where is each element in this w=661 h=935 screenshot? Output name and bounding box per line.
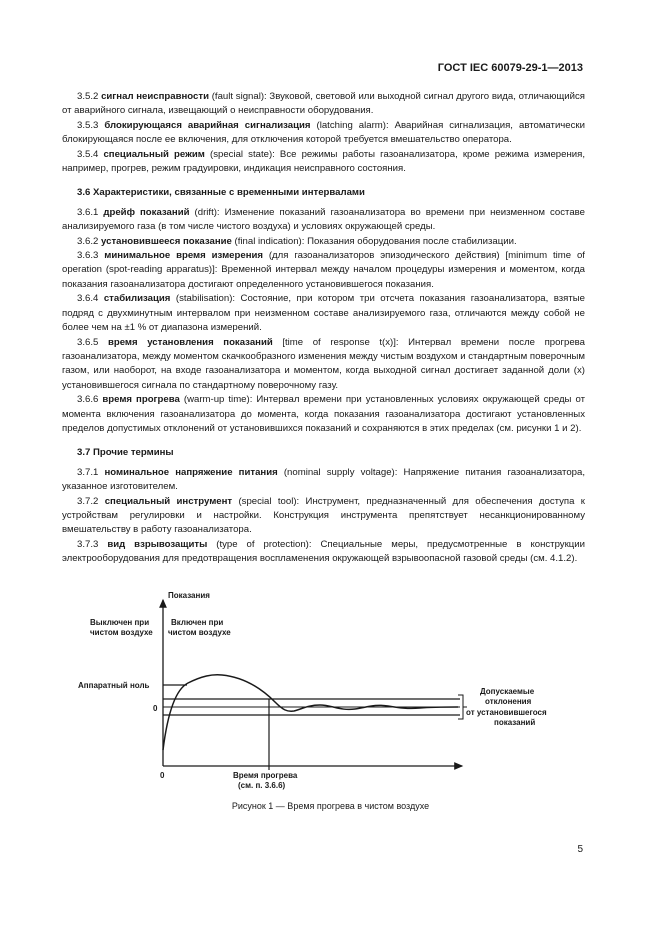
term: специальный режим xyxy=(103,148,205,160)
response-curve xyxy=(163,675,458,750)
zero-label: Аппаратный ноль xyxy=(78,681,150,690)
clause-number: 3.6.3 xyxy=(77,250,99,262)
term: установившееся показание xyxy=(101,235,232,247)
origin-value: 0 xyxy=(160,771,165,780)
clause-number: 3.6.6 xyxy=(77,394,99,406)
figure-caption: Рисунок 1 — Время прогрева в чистом воздухе xyxy=(231,801,430,811)
definition-paragraph xyxy=(62,538,585,567)
definition-paragraph xyxy=(62,336,585,394)
definition-paragraph xyxy=(62,249,585,292)
page-number: 5 xyxy=(577,844,583,855)
definition-text: (stabilisation): Состояние, при котором три отсчета показания газоанализатора, взятые подряд с двухминутным интервалом при неизменном составе анализируемого газа, отличаются между собой не более чем на ±1 % от диапазона измерений. xyxy=(62,293,585,334)
definition-text: [time of response t(x)]: Интервал времени после прогрева газоанализатора, между моментом скачкообразного изменения между чистым воздухом и стандартным поверочным газом, или наоборот, на входе газоанализатора и моментом, когда выходной сигнал достигает заданной доли (x) установившегося сигнала по стандартному поверочному газу. xyxy=(62,336,585,391)
tolerance-label-3: от установившегося xyxy=(466,708,547,717)
document-header: ГОСТ IEC 60079-29-1—2013 xyxy=(437,62,583,74)
definition-paragraph xyxy=(62,119,585,148)
clause-number: 3.7.1 xyxy=(77,466,99,478)
term: минимальное время измерения xyxy=(104,250,263,262)
on-label-line1: Включен при xyxy=(171,618,224,627)
off-label-line2: чистом воздухе xyxy=(90,628,153,637)
term: время установления показаний xyxy=(107,336,273,348)
warmup-label-1: Время прогрева xyxy=(233,771,298,780)
definition-text: (latching alarm): Аварийная сигнализация, автоматически блокирующаяся после ее включения, для отключения которой требуется вмешательство оператора. xyxy=(62,119,585,146)
definition-paragraph xyxy=(62,495,585,538)
term: дрейф показаний xyxy=(103,206,190,218)
warmup-diagram xyxy=(70,588,590,798)
definition-text: (type of protection): Специальные меры, предусмотренные в конструкции электрооборудования для предотвращения воспламенения окружающей взрывоопасной газовой среды (см. 4.1.2). xyxy=(62,538,586,565)
term: номинальное напряжение питания xyxy=(104,466,278,478)
definition-text: (fault signal): Звуковой, световой или выходной сигнал другого вида, отличающийся от аварийного сигнала, извещающий о неисправности оборудования. xyxy=(62,91,586,117)
term: специальный инструмент xyxy=(104,495,233,507)
term: сигнал неисправности xyxy=(101,91,209,102)
term: блокирующаяся аварийная сигнализация xyxy=(104,119,311,131)
tolerance-label-4: показаний xyxy=(494,718,536,727)
definition-text: (nominal supply voltage): Напряжение питания газоанализатора, указанное изготовителем. xyxy=(62,466,586,493)
clause-number: 3.6.5 xyxy=(77,336,99,348)
tolerance-label-2: отклонения xyxy=(485,697,532,706)
y-axis-label: Показания xyxy=(168,591,210,600)
definition-paragraph xyxy=(62,393,585,436)
definition-text: (special state): Все режимы работы газоанализатора, кроме режима измерения, например, прогрев, режим градуировки, индикация неисправного состояния. xyxy=(62,148,585,175)
term: время прогрева xyxy=(102,394,180,406)
tolerance-label-1: Допускаемые xyxy=(480,687,535,696)
warmup-label-2: (см. п. 3.6.6) xyxy=(238,781,286,790)
definition-text: (для газоанализаторов эпизодического действия) [minimum time of operation (spot-reading apparatus)]: Временной интервал между началом процедуры измерения и моментом, когда показания газоанализатора достигают определенного установившегося показания. xyxy=(62,250,585,290)
definition-text: (final indication): Показания оборудования после стабилизации. xyxy=(231,235,517,247)
definition-paragraph xyxy=(62,466,585,495)
clause-number: 3.6.2 xyxy=(77,235,99,247)
clause-number: 3.7.3 xyxy=(77,538,99,550)
definition-paragraph xyxy=(62,90,585,119)
term: стабилизация xyxy=(103,293,171,305)
definition-paragraph xyxy=(62,148,585,177)
off-label-line1: Выключен при xyxy=(90,618,150,627)
zero-value: 0 xyxy=(153,704,158,713)
definition-paragraph xyxy=(62,206,585,235)
definition-text: (drift): Изменение показаний газоанализатора во времени при неизменном составе анализируемого газа (в том числе чистого воздуха) и условиях окружающей среды. xyxy=(62,206,585,233)
clause-number: 3.5.2 xyxy=(77,91,99,102)
document-body xyxy=(62,90,585,567)
definition-paragraph xyxy=(62,235,585,249)
section-heading: 3.6 Характеристики, связанные с временными интервалами xyxy=(77,187,365,199)
figure-warmup-time xyxy=(70,588,590,798)
clause-number: 3.5.4 xyxy=(77,148,99,160)
clause-number: 3.6.1 xyxy=(77,206,99,218)
definition-text: (special tool): Инструмент, предназначенный для обеспечения доступа к устройствам регулировки и настройки. Конструкция инструмента препятствует несанкционированному вмешательству в работу газоанализатора. xyxy=(62,495,585,536)
definition-paragraph xyxy=(62,292,585,335)
on-label-line2: чистом воздухе xyxy=(168,628,231,637)
clause-number: 3.5.3 xyxy=(77,119,99,131)
clause-number: 3.6.4 xyxy=(77,293,99,305)
clause-number: 3.7.2 xyxy=(77,495,99,507)
definition-text: (warm-up time): Интервал времени при установленных условиях окружающей среды от момента включения газоанализатора до момента, когда показания газоанализатора достигают установленных пределов допустимых отклонений от установившихся показаний и сохраняются в этих пределах (см. рисунки 1 и 2). xyxy=(62,394,585,434)
term: вид взрывозащиты xyxy=(107,538,208,550)
section-heading: 3.7 Прочие термины xyxy=(77,447,174,459)
